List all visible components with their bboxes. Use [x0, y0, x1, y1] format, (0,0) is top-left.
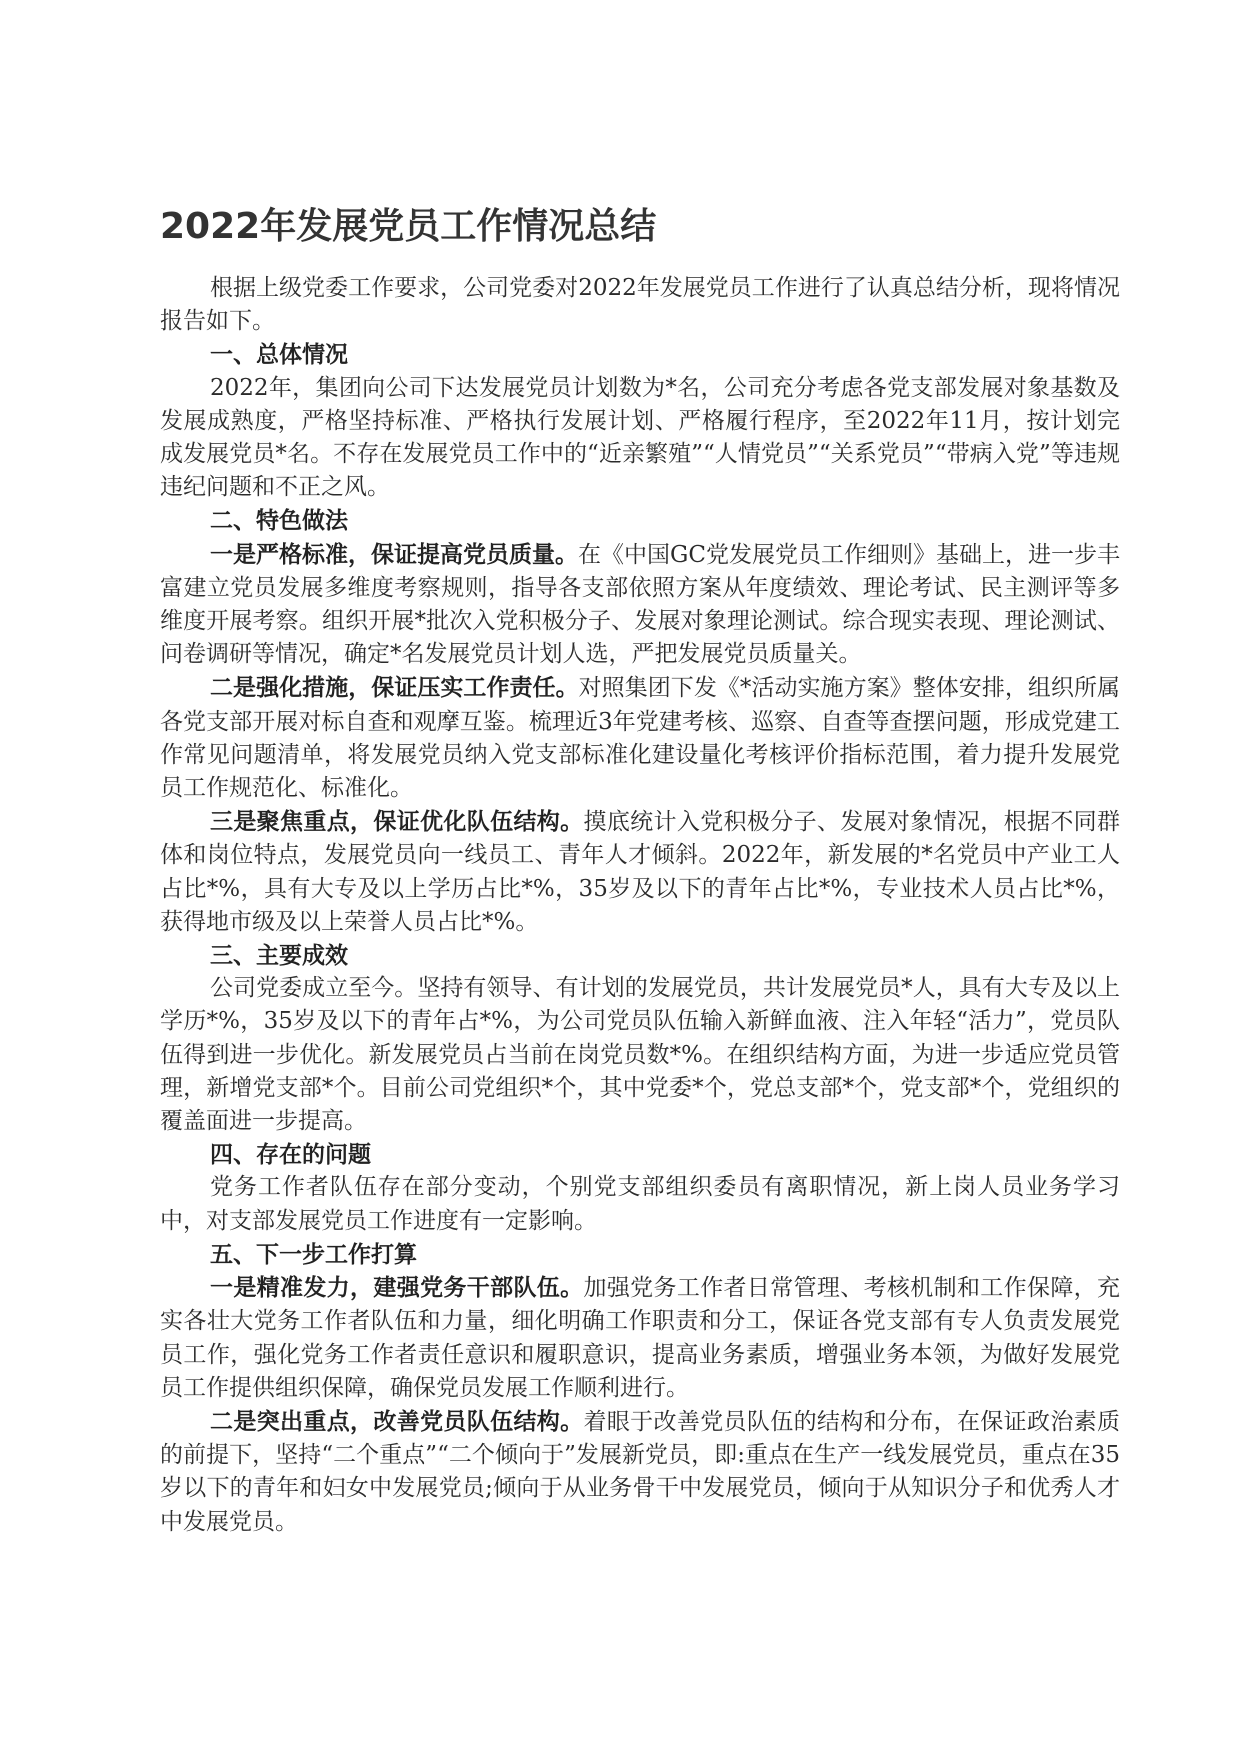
section-heading-practices: 二、特色做法: [210, 507, 348, 535]
section-heading-problems: 四、存在的问题: [210, 1141, 371, 1169]
practice-item-3-lead: 三是聚焦重点，保证优化队伍结构。: [210, 808, 584, 836]
next-step-item-1-text: 加强党务工作者日常管理、考核机制和工作保障，充实各壮大党务工作者队伍和力量，细化明确工作职责和分工，保证各党支部有专人负责发展党员工作，强化党务工作者责任意识和履职意识，提高业务素质，增强业务本领，为做好发展党员工作提供组织保障，确保党员发展工作顺利进行。: [160, 1275, 1121, 1401]
practice-item-3: [160, 805, 1120, 939]
section-heading-results: 三、主要成效: [210, 942, 348, 970]
document-body: [160, 272, 1120, 1539]
next-step-item-1: [160, 1271, 1120, 1405]
practice-item-3-text: 摸底统计入党积极分子、发展对象情况，根据不同群体和岗位特点，发展党员向一线员工、青年人才倾斜。2022年，新发展的*名党员中产业工人占比*%，具有大专及以上学历占比*%，35岁及以下的青年占比*%，专业技术人员占比*%，获得地市级及以上荣誉人员占比*%。: [160, 809, 1121, 935]
problems-paragraph: 党务工作者队伍存在部分变动，个别党支部组织委员有离职情况，新上岗人员业务学习中，对支部发展党员工作进度有一定影响。: [160, 1174, 1120, 1234]
section-heading-overview: 一、总体情况: [210, 341, 348, 369]
next-step-item-1-lead: 一是精准发力，建强党务干部队伍。: [210, 1274, 584, 1302]
document-title: 2022年发展党员工作情况总结: [160, 206, 657, 247]
next-step-item-2: [160, 1405, 1120, 1539]
practice-item-2-text: 对照集团下发《*活动实施方案》整体安排，组织所属各党支部开展对标自查和观摩互鉴。梳理近3年党建考核、巡察、自查等查摆问题，形成党建工作常见问题清单，将发展党员纳入党支部标准化建设量化考核评价指标范围，着力提升发展党员工作规范化、标准化。: [160, 675, 1121, 802]
practice-item-1: [160, 538, 1120, 672]
intro-paragraph: 根据上级党委工作要求，公司党委对2022年发展党员工作进行了认真总结分析，现将情况报告如下。: [160, 275, 1120, 335]
results-paragraph: 公司党委成立至今。坚持有领导、有计划的发展党员，共计发展党员*人，具有大专及以上学历*%，35岁及以下的青年占*%，为公司党员队伍输入新鲜血液、注入年轻“活力”，党员队伍得到进一步优化。新发展党员占当前在岗党员数*%。在组织结构方面，为进一步适应党员管理，新增党支部*个。目前公司党组织*个，其中党委*个，党总支部*个，党支部*个，党组织的覆盖面进一步提高。: [160, 975, 1120, 1135]
overview-paragraph: 2022年，集团向公司下达发展党员计划数为*名，公司充分考虑各党支部发展对象基数及发展成熟度，严格坚持标准、严格执行发展计划、严格履行程序，至2022年11月，按计划完成发展党员*名。不存在发展党员工作中的“近亲繁殖”“人情党员”“关系党员”“带病入党”等违规违纪问题和不正之风。: [160, 374, 1120, 501]
practice-item-1-text: 在《中国GC党发展党员工作细则》基础上，进一步丰富建立党员发展多维度考察规则，指导各支部依照方案从年度绩效、理论考试、民主测评等多维度开展考察。组织开展*批次入党积极分子、发展对象理论测试。综合现实表现、理论测试、问卷调研等情况，确定*名发展党员计划人选，严把发展党员质量关。: [160, 541, 1120, 668]
section-heading-next-steps: 五、下一步工作打算: [210, 1240, 417, 1268]
practice-item-2-lead: 二是强化措施，保证压实工作责任。: [210, 674, 579, 702]
practice-item-2: [160, 671, 1120, 805]
practice-item-1-lead: 一是严格标准，保证提高党员质量。: [210, 540, 579, 568]
next-step-item-2-text: 着眼于改善党员队伍的结构和分布，在保证政治素质的前提下，坚持“二个重点”“二个倾向于”发展新党员，即:重点在生产一线发展党员，重点在35岁以下的青年和妇女中发展党员;倾向于从业务骨干中发展党员，倾向于从知识分子和优秀人才中发展党员。: [160, 1408, 1121, 1535]
next-step-item-2-lead: 二是突出重点，改善党员队伍结构。: [210, 1407, 584, 1435]
